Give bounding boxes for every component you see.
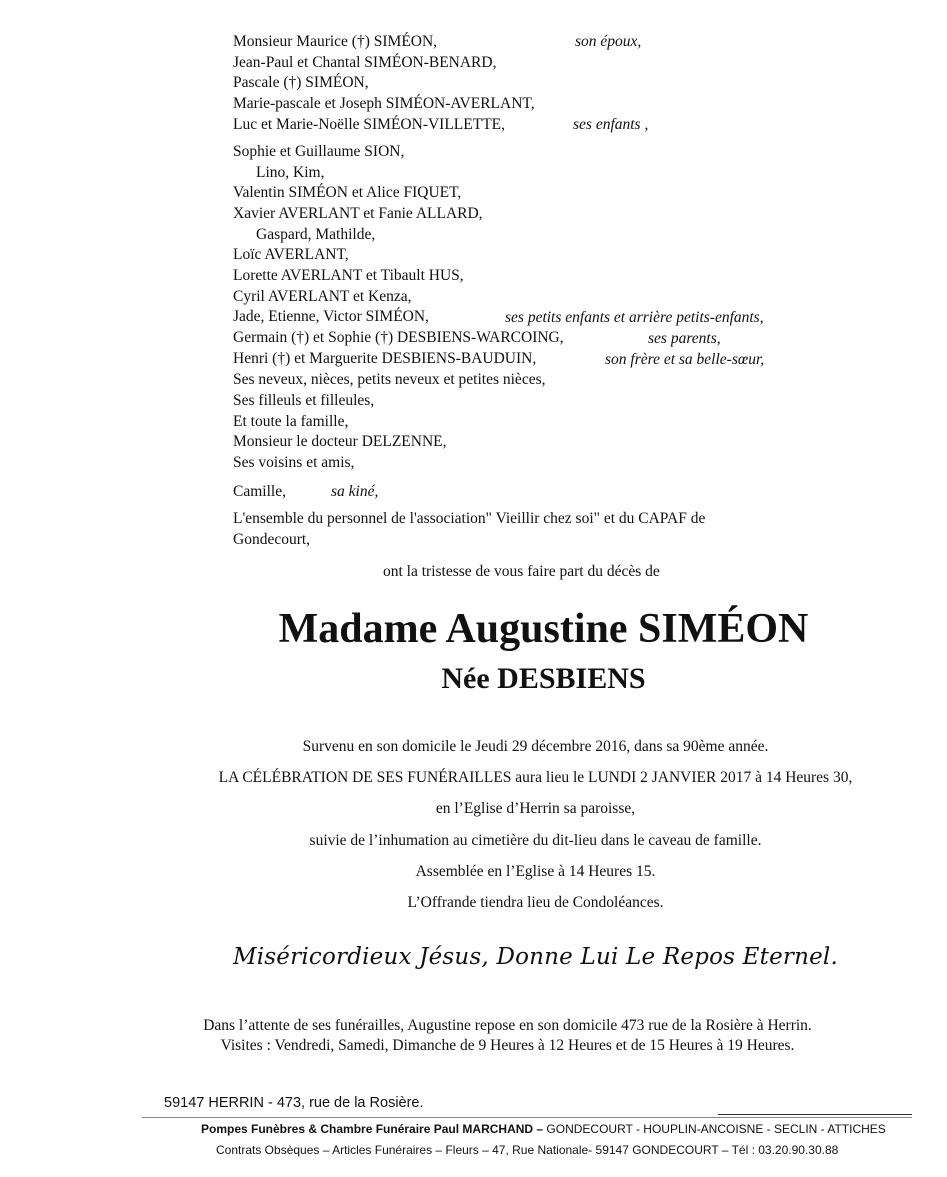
family-line: Xavier AVERLANT et Fanie ALLARD,	[233, 205, 483, 222]
family-line	[233, 32, 437, 52]
family-name: Monsieur Maurice (†) SIMÉON,	[233, 33, 438, 50]
detail-line: Survenu en son domicile le Jeudi 29 décembre 2016, dans sa 90ème année.	[302, 738, 769, 755]
visits-line: Dans l’attente de ses funérailles, Augustine repose en son domicile 473 rue de la Rosière à Herrin.	[203, 1017, 812, 1034]
detail-line: L’Offrande tiendra lieu de Condoléances.	[407, 894, 664, 911]
family-line: Camille,	[233, 483, 286, 500]
announcement: ont la tristesse de vous faire part du décès de	[383, 563, 660, 580]
family-line: Ses neveux, nièces, petits neveux et petites nièces,	[233, 371, 546, 388]
prayer: Miséricordieux Jésus, Donne Lui Le Repos Eternel.	[233, 944, 838, 970]
divider	[718, 1114, 912, 1115]
family-line: Sophie et Guillaume SION,	[233, 143, 405, 160]
family-line: Henri (†) et Marguerite DESBIENS-BAUDUIN,	[233, 350, 537, 367]
deceased-name: Madame Augustine SIMÉON	[278, 606, 809, 652]
family-line: Et toute la famille,	[233, 413, 349, 430]
family-line: Lorette AVERLANT et Tibault HUS,	[233, 267, 464, 284]
family-role: son époux,	[575, 33, 642, 50]
family-line: Ses filleuls et filleules,	[233, 392, 375, 409]
detail-line: LA CÉLÉBRATION DE SES FUNÉRAILLES aura lieu le LUNDI 2 JANVIER 2017 à 14 Heures 30,	[218, 769, 853, 786]
footer-company: Pompes Funèbres & Chambre Funéraire Paul MARCHAND –	[201, 1122, 544, 1136]
family-line: Pascale (†) SIMÉON,	[233, 74, 369, 91]
footer-contact: Contrats Obsèques – Articles Funéraires – Fleurs – 47, Rue Nationale- 59147 GONDECOURT – Tél : 03.20.90.30.88	[216, 1143, 839, 1157]
family-line: Cyril AVERLANT et Kenza,	[233, 288, 412, 305]
family-line: Loïc AVERLANT,	[233, 246, 349, 263]
family-line: Luc et Marie-Noëlle SIMÉON-VILLETTE,	[233, 116, 506, 133]
family-line: Jade, Etienne, Victor SIMÉON,	[233, 308, 429, 325]
family-line: Germain (†) et Sophie (†) DESBIENS-WARCOING,	[233, 329, 564, 346]
detail-line: suivie de l’inhumation au cimetière du dit-lieu dans le caveau de famille.	[309, 832, 762, 849]
footer-towns: GONDECOURT - HOUPLIN-ANCOISNE - SECLIN - ATTICHES	[543, 1122, 886, 1136]
family-line: Marie-pascale et Joseph SIMÉON-AVERLANT,	[233, 95, 535, 112]
association-line: L'ensemble du personnel de l'association" Vieillir chez soi" et du CAPAF de	[233, 510, 706, 527]
family-role: ses petits enfants et arrière petits-enfants,	[505, 309, 764, 326]
family-role: sa kiné,	[331, 483, 379, 500]
family-role: ses enfants ,	[573, 116, 649, 133]
footer-company-line	[201, 1121, 886, 1137]
family-line: Ses voisins et amis,	[233, 454, 355, 471]
family-line: Jean-Paul et Chantal SIMÉON-BENARD,	[233, 54, 497, 71]
family-role: ses parents,	[648, 330, 721, 347]
family-line: Monsieur le docteur DELZENNE,	[233, 433, 447, 450]
association-line: Gondecourt,	[233, 531, 311, 548]
visits-line: Visites : Vendredi, Samedi, Dimanche de 9 Heures à 12 Heures et de 15 Heures à 19 Heures.	[220, 1037, 795, 1054]
deceased-birth-name: Née DESBIENS	[441, 662, 646, 695]
detail-line: en l’Eglise d’Herrin sa paroisse,	[435, 800, 636, 817]
family-line: Valentin SIMÉON et Alice FIQUET,	[233, 184, 462, 201]
address: 59147 HERRIN - 473, rue de la Rosière.	[164, 1095, 424, 1111]
family-role: son frère et sa belle-sœur,	[605, 351, 765, 368]
family-line: Lino, Kim,	[256, 164, 325, 181]
divider	[142, 1117, 912, 1118]
detail-line: Assemblée en l’Eglise à 14 Heures 15.	[415, 863, 656, 880]
family-line: Gaspard, Mathilde,	[256, 226, 376, 243]
